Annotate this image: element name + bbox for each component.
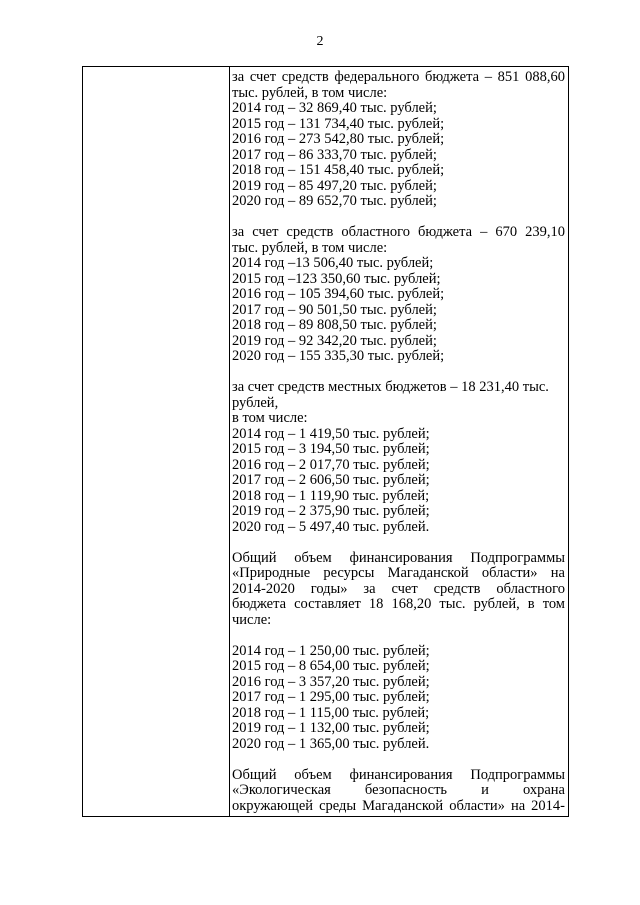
regional-year-2014: 2014 год –13 506,40 тыс. рублей; [232,255,434,271]
federal-year-2014: 2014 год – 32 869,40 тыс. рублей; [232,100,437,116]
natural-resources-year-2016: 2016 год – 3 357,20 тыс. рублей; [232,673,430,690]
ecology-block [232,768,565,815]
local-intro-line1: за счет средств местных бюджетов – 18 231,40 тыс. [232,379,549,395]
regional-year-2018: 2018 год – 89 808,50 тыс. рублей; [232,317,437,333]
natural-resources-line5: числе: [232,611,272,628]
natural-resources-year-2015: 2015 год – 8 654,00 тыс. рублей; [232,658,430,674]
federal-budget-block [232,70,565,210]
federal-year-2020: 2020 год – 89 652,70 тыс. рублей; [232,193,437,209]
federal-year-2017: 2017 год – 86 333,70 тыс. рублей; [232,146,437,163]
ecology-line3: окружающей среды Магаданской области» на 2014- [232,797,565,814]
local-intro-line2: рублей, [232,394,279,411]
local-year-2018: 2018 год – 1 119,90 тыс. рублей; [232,487,430,504]
federal-year-2015: 2015 год – 131 734,40 тыс. рублей; [232,115,445,132]
natural-resources-year-2019: 2019 год – 1 132,00 тыс. рублей; [232,720,430,736]
page-number: 2 [316,34,324,49]
natural-resources-line2: «Природные ресурсы Магаданской области» на [232,565,565,581]
natural-resources-block [232,551,565,753]
ecology-line2: «Экологическая безопасность и охрана [232,782,565,798]
ecology-line1: Общий объем финансирования Подпрограммы [232,766,565,783]
natural-resources-line1: Общий объем финансирования Подпрограммы [232,549,565,566]
natural-resources-year-2020: 2020 год – 1 365,00 тыс. рублей. [232,735,430,752]
natural-resources-year-2018: 2018 год – 1 115,00 тыс. рублей; [232,704,430,721]
local-intro-line3: в том числе: [232,410,308,426]
federal-year-2019: 2019 год – 85 497,20 тыс. рублей; [232,177,437,194]
regional-year-2017: 2017 год – 90 501,50 тыс. рублей; [232,301,437,318]
local-year-2017: 2017 год – 2 606,50 тыс. рублей; [232,472,430,488]
federal-year-2016: 2016 год – 273 542,80 тыс. рублей; [232,131,445,147]
regional-year-2015: 2015 год –123 350,60 тыс. рублей; [232,270,441,287]
financing-cell [232,70,565,830]
regional-intro-line2: тыс. рублей, в том числе: [232,239,388,256]
federal-year-2018: 2018 год – 151 458,40 тыс. рублей; [232,162,445,178]
natural-resources-year-2017: 2017 год – 1 295,00 тыс. рублей; [232,689,430,705]
federal-intro-line1: за счет средств федерального бюджета – 851 088,60 [232,69,565,85]
regional-year-2016: 2016 год – 105 394,60 тыс. рублей; [232,286,445,302]
column-divider [229,67,230,816]
natural-resources-line4: бюджета составляет 18 168,20 тыс. рублей, в том [232,596,565,612]
regional-budget-block [232,225,565,365]
regional-year-2019: 2019 год – 92 342,20 тыс. рублей; [232,332,437,349]
natural-resources-line3: 2014-2020 годы» за счет средств областного [232,580,565,597]
local-budget-block [232,380,565,535]
document-table [82,66,569,817]
local-year-2015: 2015 год – 3 194,50 тыс. рублей; [232,441,430,457]
regional-year-2020: 2020 год – 155 335,30 тыс. рублей; [232,348,445,364]
local-year-2016: 2016 год – 2 017,70 тыс. рублей; [232,456,430,473]
local-year-2014: 2014 год – 1 419,50 тыс. рублей; [232,425,430,442]
regional-intro-line1: за счет средств областного бюджета – 670 239,10 [232,224,565,240]
local-year-2019: 2019 год – 2 375,90 тыс. рублей; [232,503,430,519]
local-year-2020: 2020 год – 5 497,40 тыс. рублей. [232,518,430,535]
federal-intro-line2: тыс. рублей, в том числе: [232,84,388,101]
natural-resources-year-2014: 2014 год – 1 250,00 тыс. рублей; [232,642,430,659]
